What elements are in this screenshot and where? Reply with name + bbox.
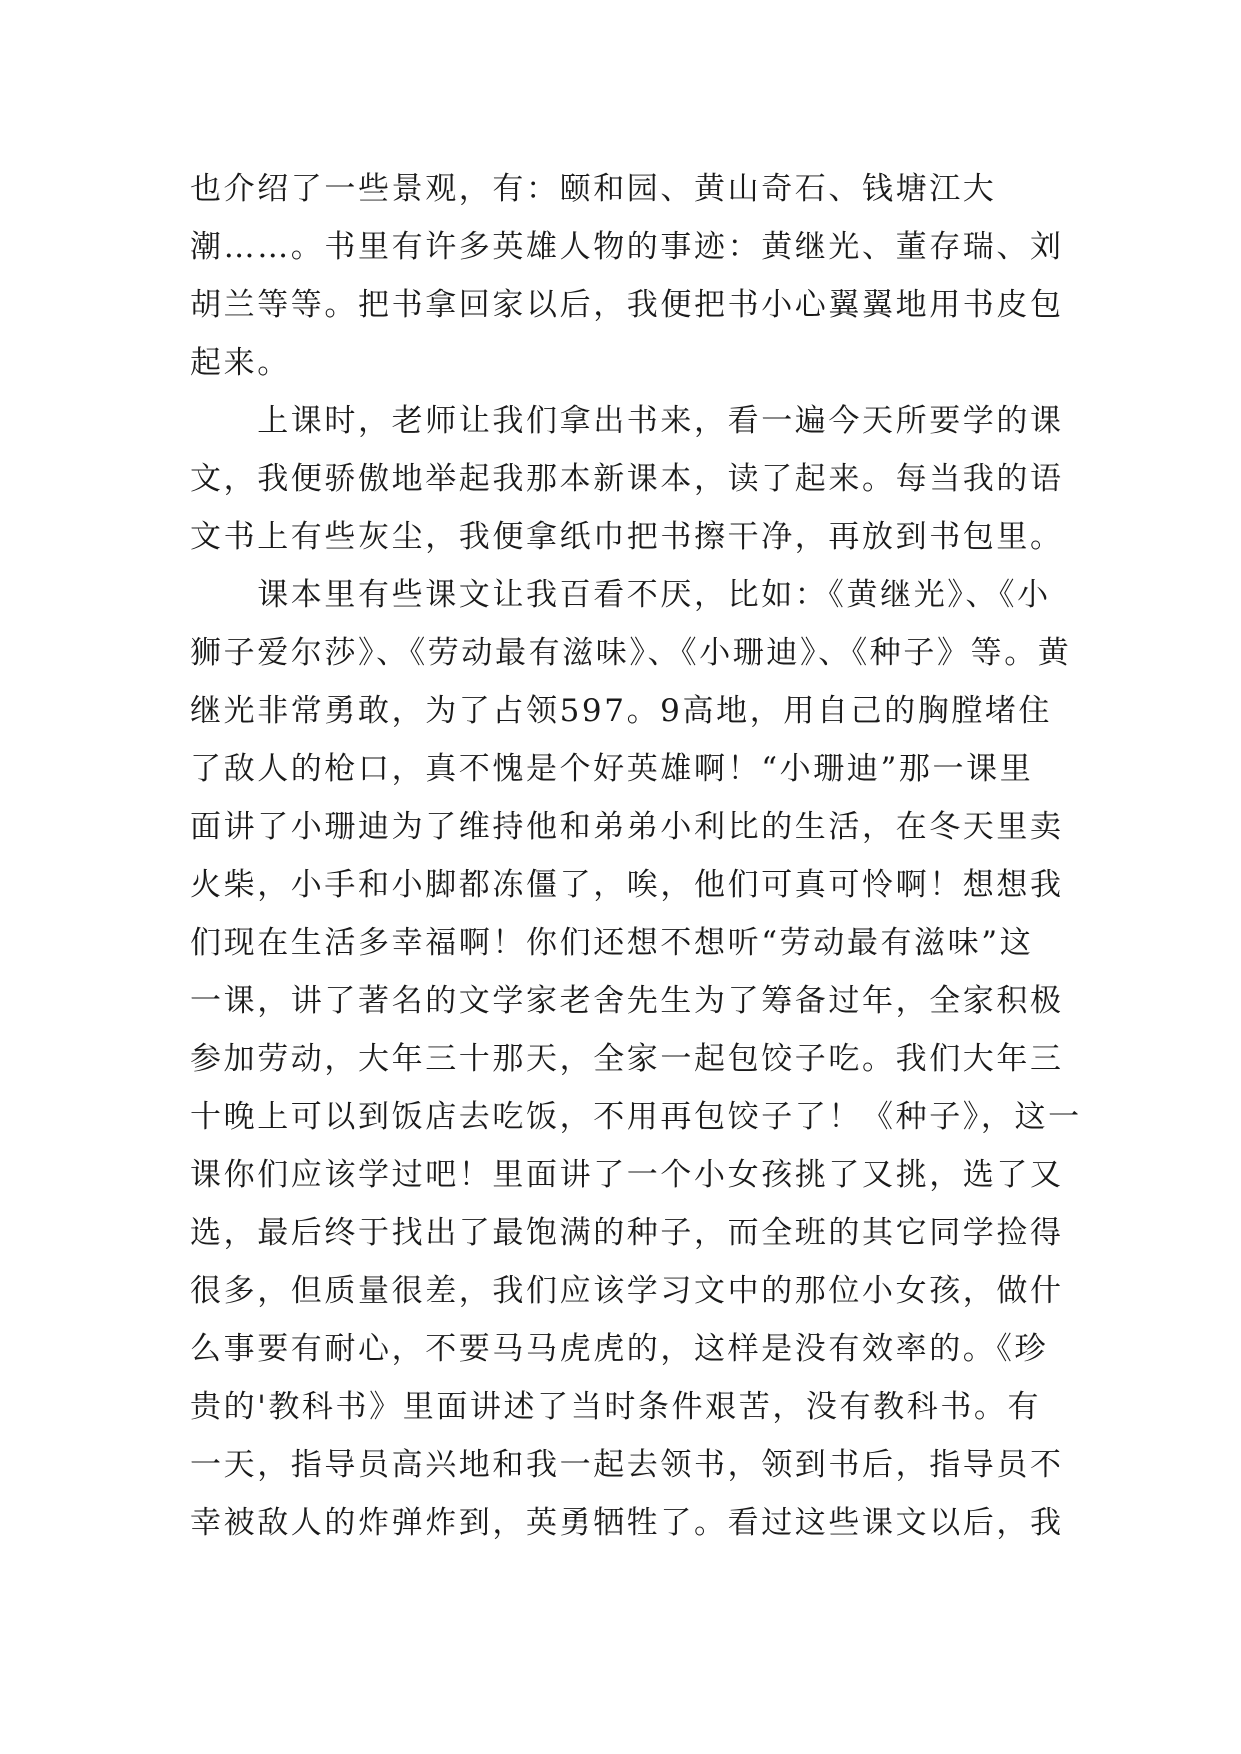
text-line: 们现在生活多幸福啊！你们还想不想听“劳动最有滋味”这 [190,925,1034,961]
text-line: 么事要有耐心，不要马马虎虎的，这样是没有效率的。《珍 [190,1331,1049,1367]
text-line: 也介绍了一些景观，有：颐和园、黄山奇石、钱塘江大 [190,171,997,207]
text-line: 课本里有些课文让我百看不厌，比如：《黄继光》、《小 [190,577,1051,613]
text-line: 幸被敌人的炸弹炸到，英勇牺牲了。看过这些课文以后，我 [190,1505,1064,1541]
text-line: 一课，讲了著名的文学家老舍先生为了筹备过年，全家积极 [190,983,1064,1019]
text-line: 文书上有些灰尘，我便拿纸巾把书擦干净，再放到书包里。 [190,519,1064,555]
text-line: 十晚上可以到饭店去吃饭，不用再包饺子了！《种子》，这一 [190,1099,1082,1135]
text-line: 一天，指导员高兴地和我一起去领书，领到书后，指导员不 [190,1447,1064,1483]
text-line: 胡兰等等。把书拿回家以后，我便把书小心翼翼地用书皮包 [190,287,1064,323]
text-line: 选，最后终于找出了最饱满的种子，而全班的其它同学捡得 [190,1215,1064,1251]
text-line: 参加劳动，大年三十那天，全家一起包饺子吃。我们大年三 [190,1041,1064,1077]
text-line: 面讲了小珊迪为了维持他和弟弟小利比的生活，在冬天里卖 [190,809,1064,845]
text-line: 起来。 [190,345,291,381]
text-line: 上课时，老师让我们拿出书来，看一遍今天所要学的课 [190,403,1064,439]
document-body [190,160,1082,1552]
text-line: 火柴，小手和小脚都冻僵了，唉，他们可真可怜啊！想想我 [190,867,1064,903]
text-line: 潮……。书里有许多英雄人物的事迹：黄继光、董存瑞、刘 [190,229,1064,265]
text-line: 继光非常勇敢，为了占领597。9高地，用自己的胸膛堵住 [190,693,1053,729]
text-line: 狮子爱尔莎》、《劳动最有滋味》、《小珊迪》、《种子》等。黄 [190,635,1072,671]
text-line: 贵的'教科书》里面讲述了当时条件艰苦，没有教科书。有 [190,1389,1042,1425]
text-line: 课你们应该学过吧！里面讲了一个小女孩挑了又挑，选了又 [190,1157,1064,1193]
text-line: 了敌人的枪口，真不愧是个好英雄啊！“小珊迪”那一课里 [190,751,1034,787]
text-line: 文，我便骄傲地举起我那本新课本，读了起来。每当我的语 [190,461,1064,497]
text-line: 很多，但质量很差，我们应该学习文中的那位小女孩，做什 [190,1273,1064,1309]
